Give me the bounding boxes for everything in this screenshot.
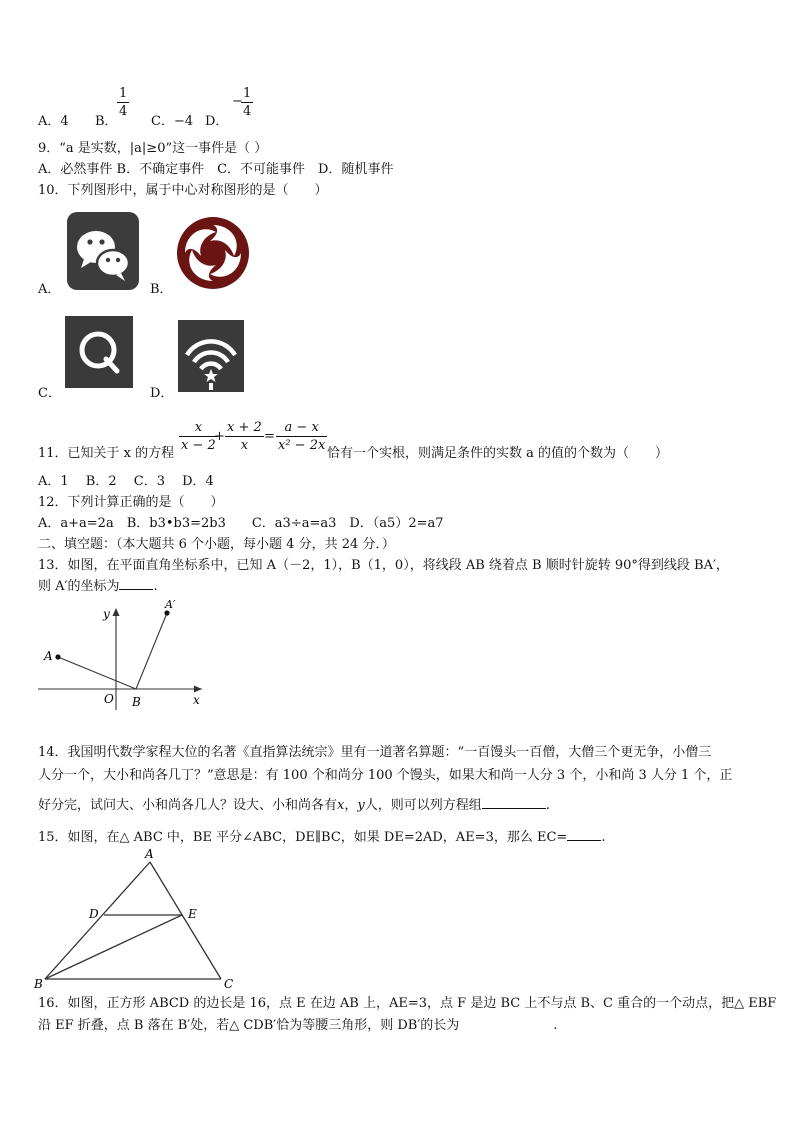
label-a-prime: A′ — [165, 598, 176, 611]
fraction-numerator: x + 2 — [227, 420, 262, 435]
q8-option-c: C．−4 — [151, 114, 194, 129]
q13-answer-blank — [119, 589, 153, 590]
label-b: B — [34, 977, 43, 990]
segment-be — [45, 915, 182, 979]
fraction-denominator: 4 — [119, 104, 128, 119]
q13-period: . — [153, 579, 158, 594]
q15-triangle-figure — [30, 846, 242, 994]
q13-stem-line-1: 13．如图，在平面直角坐标系中，已知 A（－2，1），B（1，0），将线段 AB 绕着点 B 顺时针旋转 90°得到线段 BA′， — [38, 558, 729, 573]
q14-stem-text: 好分完，试问大、小和尚各几人？设大、小和尚各有 — [38, 798, 338, 813]
q8-option-d-minus: − — [232, 94, 243, 109]
q13-stem-text: 则 A′的坐标为 — [38, 579, 120, 594]
label-y: y — [103, 607, 110, 621]
q8-option-a: A．4 — [38, 114, 69, 129]
q11-equals-sign: = — [264, 429, 275, 444]
q8-option-d-fraction — [241, 86, 253, 119]
wechat-logo-icon — [66, 211, 140, 295]
q8-option-b-label: B． — [95, 114, 118, 129]
point-a — [55, 654, 60, 659]
fraction-numerator: a − x — [284, 420, 319, 435]
q16-period: . — [553, 1018, 558, 1033]
q15-period: . — [601, 830, 606, 845]
q11-fraction-1 — [179, 420, 218, 453]
q10-stem: 10．下列图形中，属于中心对称图形的是（ ） — [38, 183, 328, 198]
label-c: C — [224, 977, 234, 990]
fraction-numerator: 1 — [243, 86, 252, 101]
fraction-numerator: 1 — [119, 86, 128, 101]
q11-options: A．1 B．2 C．3 D．4 — [38, 474, 214, 489]
q14-stem-mid: 人，则可以列方程组 — [364, 798, 482, 813]
label-origin: O — [104, 692, 114, 706]
label-a: A — [44, 649, 53, 663]
letter-q-logo-icon — [64, 315, 134, 393]
q11-plus-sign: + — [214, 429, 225, 444]
label-a: A — [145, 847, 154, 861]
q11-suffix: 恰有一个实根，则满足条件的实数 a 的值的个数为（ ） — [327, 446, 669, 461]
fraction-denominator: 4 — [243, 104, 252, 119]
fraction-denominator: x — [225, 436, 264, 453]
q16-stem-line-1: 16．如图，正方形 ABCD 的边长是 16，点 E 在边 AB 上，AE=3，点 F 是边 BC 上不与点 B、C 重合的一个动点，把△ EBF — [38, 996, 777, 1011]
segment-ab — [58, 657, 136, 689]
q11-fraction-3 — [276, 420, 327, 453]
side-ac — [150, 862, 221, 979]
q14-stem-line-3 — [38, 798, 550, 814]
q10-label-b: B． — [150, 282, 173, 297]
q15-stem — [38, 830, 605, 846]
label-e: E — [188, 907, 197, 921]
label-x: x — [193, 693, 200, 707]
q13-coordinate-figure — [36, 598, 208, 716]
q10-label-d: D． — [150, 386, 174, 401]
q16-stem-line-2 — [38, 1018, 557, 1034]
q9-stem: 9．“a 是实数，|a|≥0”这一事件是（ ） — [38, 141, 268, 156]
q16-stem-text: 沿 EF 折叠，点 B 落在 B′处，若△ CDB′恰为等腰三角形，则 DB′的长为 — [38, 1018, 460, 1033]
point-a-prime — [164, 610, 169, 615]
q12-options: A．a+a=2a B．b3•b3=2b3 C．a3÷a=a3 D．（a5）2=a7 — [38, 516, 444, 531]
q12-stem: 12．下列计算正确的是（ ） — [38, 495, 224, 510]
phoenix-spiral-logo-icon — [174, 214, 252, 296]
q10-label-a: A． — [38, 282, 61, 297]
wifi-signal-logo-icon — [177, 319, 245, 397]
q9-options: A．必然事件 B．不确定事件 C．不可能事件 D．随机事件 — [38, 162, 394, 177]
q8-option-d-label: D． — [205, 114, 229, 129]
fraction-numerator: x — [194, 420, 203, 435]
segment-ba-prime — [136, 613, 167, 689]
q11-fraction-2 — [225, 420, 264, 453]
q15-stem-text: 15．如图，在△ ABC 中，BE 平分∠ABC，DE∥BC，如果 DE=2AD，AE=3，那么 EC= — [38, 830, 568, 845]
label-b: B — [132, 695, 141, 709]
q14-stem-line-1: 14．我国明代数学家程大位的名著《直指算法统宗》里有一道著名算题：“一百馒头一百僧，大僧三个更无争，小僧三 — [38, 745, 712, 760]
q10-label-c: C． — [38, 386, 61, 401]
q15-answer-blank — [567, 840, 601, 841]
q14-stem-line-2: 人分一个，大小和尚各几丁？”意思是：有 100 个和尚分 100 个馒头，如果大和尚一人分 3 个，小和尚 3 人分 1 个，正 — [38, 768, 733, 783]
label-d: D — [89, 907, 99, 921]
fraction-denominator: x − 2 — [181, 438, 216, 453]
y-axis-arrow — [113, 608, 120, 616]
q11-prefix: 11．已知关于 x 的方程 — [38, 446, 175, 461]
q8-option-b-fraction — [117, 86, 129, 119]
q14-variable-y: y — [357, 798, 365, 813]
q14-variable-x: x — [337, 798, 345, 813]
fraction-denominator: x² − 2x — [278, 438, 326, 453]
q14-period: . — [545, 798, 550, 813]
q14-separator: ， — [344, 798, 358, 813]
section-2-heading: 二、填空题：（本大题共 6 个小题，每小题 4 分，共 24 分．） — [38, 537, 395, 552]
x-axis-arrow — [194, 686, 202, 693]
q13-stem-line-2 — [38, 579, 158, 595]
q14-answer-blank — [482, 808, 546, 809]
